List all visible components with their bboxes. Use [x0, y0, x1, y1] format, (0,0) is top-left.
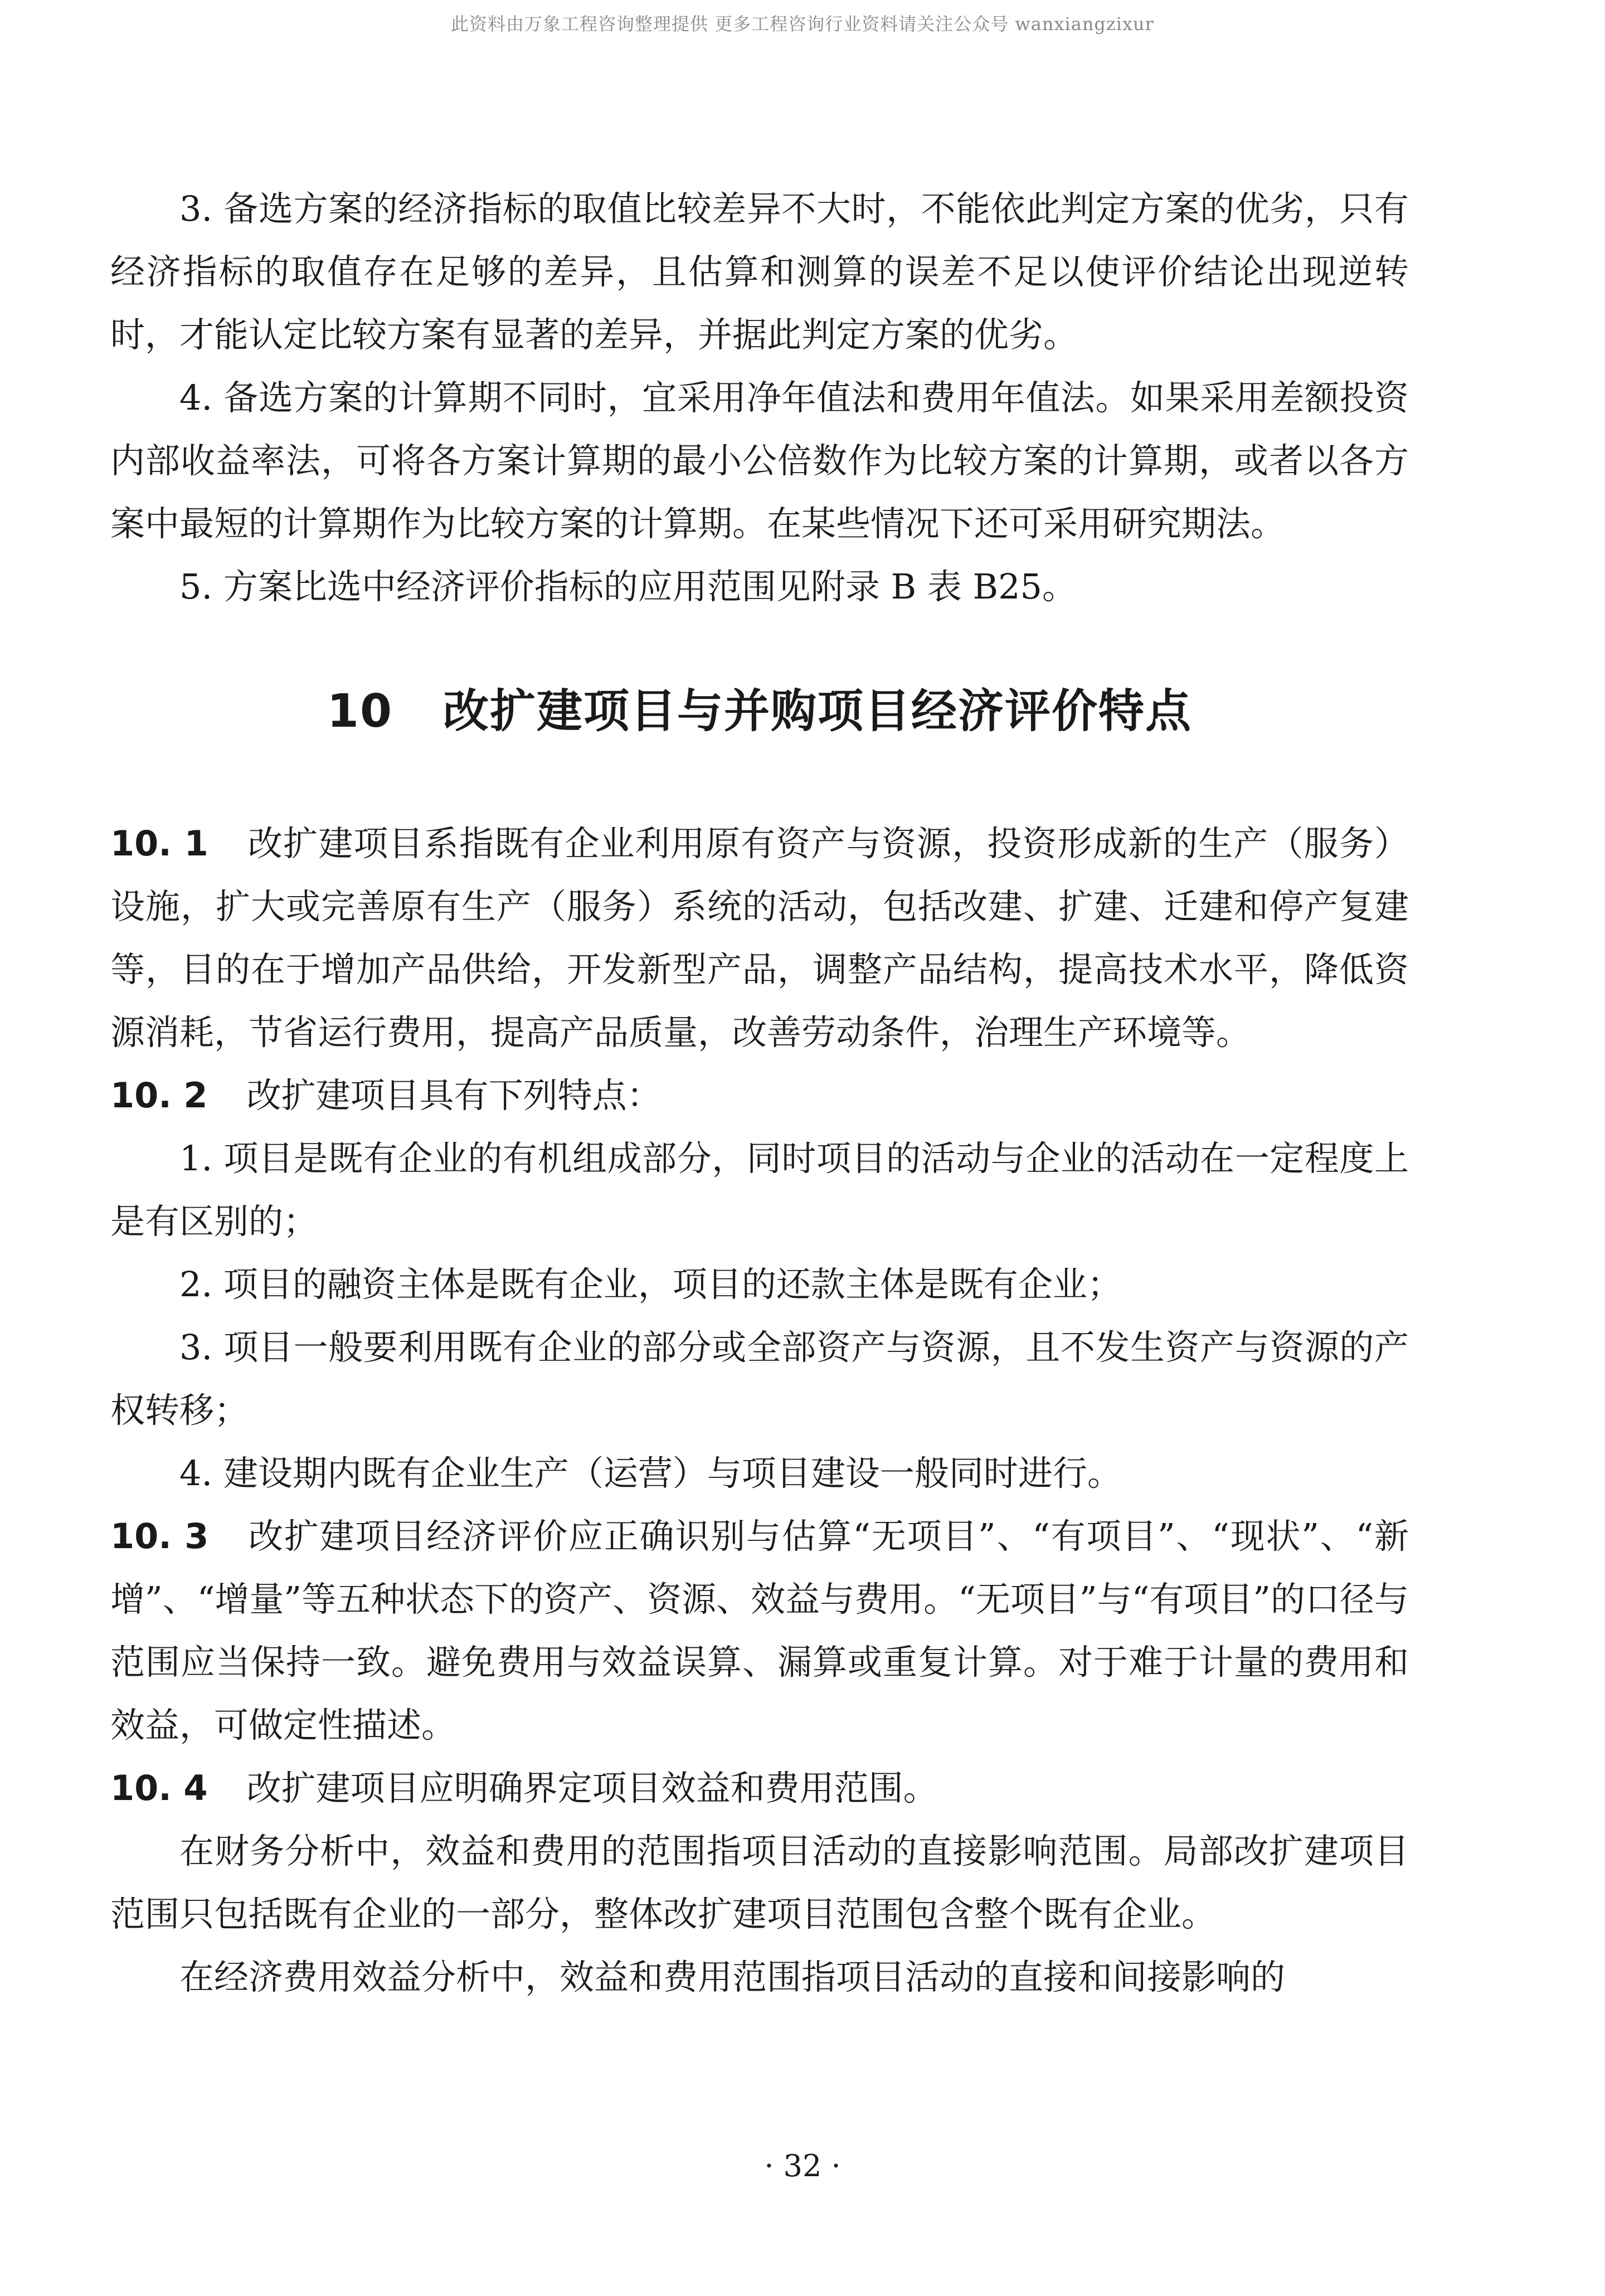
section-number: 10	[327, 685, 393, 738]
clause-10-4-paragraph-2: 在经济费用效益分析中，效益和费用范围指项目活动的直接和间接影响的	[179, 1957, 1286, 1997]
clause-text: 改扩建项目具有下列特点：	[246, 1075, 662, 1116]
clause-10-2-item-1: 1. 项目是既有企业的有机组成部分，同时项目的活动与企业的活动在一定程度上是有区别的；	[110, 1138, 1409, 1242]
clause-number: 10. 2	[110, 1075, 208, 1116]
section-title: 改扩建项目与并购项目经济评价特点	[443, 685, 1193, 738]
clause-text: 改扩建项目应明确界定项目效益和费用范围。	[246, 1768, 938, 1808]
clause-10-4-paragraph-1: 在财务分析中，效益和费用的范围指项目活动的直接影响范围。局部改扩建项目范围只包括既有企业的一部分，整体改扩建项目范围包含整个既有企业。	[110, 1831, 1409, 1934]
clause-text: 改扩建项目系指既有企业利用原有资产与资源，投资形成新的生产（服务）设施，扩大或完善原有生产（服务）系统的活动，包括改建、扩建、迁建和停产复建等，目的在于增加产品供给，开发新型产品，调整产品结构，提高技术水平，降低资源消耗，节省运行费用，提高产品质量，改善劳动条件，治理生产环境等。	[110, 823, 1409, 1053]
clause-number: 10. 3	[110, 1516, 209, 1556]
clause-10-2-item-3: 3. 项目一般要利用既有企业的部分或全部资产与资源，且不发生资产与资源的产权转移；	[110, 1327, 1409, 1431]
clause-text: 改扩建项目经济评价应正确识别与估算“无项目”、“有项目”、“现状”、“新增”、“增量”等五种状态下的资产、资源、效益与费用。“无项目”与“有项目”的口径与范围应当保持一致。避免费用与效益误算、漏算或重复计算。对于难于计量的费用和效益，可做定性描述。	[110, 1516, 1409, 1745]
page-body	[110, 177, 1409, 2008]
clause-10-3	[110, 1505, 1409, 1757]
clause-10-2	[110, 1064, 1409, 1127]
list-item-5: 5. 方案比选中经济评价指标的应用范围见附录 B 表 B25。	[179, 566, 1077, 607]
page-number: · 32 ·	[764, 2148, 841, 2183]
clause-10-2-item-2: 2. 项目的融资主体是既有企业，项目的还款主体是既有企业；	[179, 1264, 1122, 1305]
clause-10-1	[110, 812, 1409, 1064]
clause-number: 10. 1	[110, 823, 208, 864]
section-heading	[110, 684, 1409, 740]
list-item-3: 3. 备选方案的经济指标的取值比较差异不大时，不能依此判定方案的优劣，只有经济指标的取值存在足够的差异，且估算和测算的误差不足以使评价结论出现逆转时，才能认定比较方案有显著的差异，并据此判定方案的优劣。	[110, 188, 1409, 355]
header-watermark: 此资料由万象工程咨询整理提供 更多工程咨询行业资料请关注公众号 wanxiangzixur	[451, 13, 1154, 35]
clause-10-4	[110, 1757, 1409, 1820]
clause-10-2-item-4: 4. 建设期内既有企业生产（运营）与项目建设一般同时进行。	[179, 1453, 1122, 1494]
clause-number: 10. 4	[110, 1768, 208, 1808]
list-item-4: 4. 备选方案的计算期不同时，宜采用净年值法和费用年值法。如果采用差额投资内部收益率法，可将各方案计算期的最小公倍数作为比较方案的计算期，或者以各方案中最短的计算期作为比较方案的计算期。在某些情况下还可采用研究期法。	[110, 377, 1409, 544]
